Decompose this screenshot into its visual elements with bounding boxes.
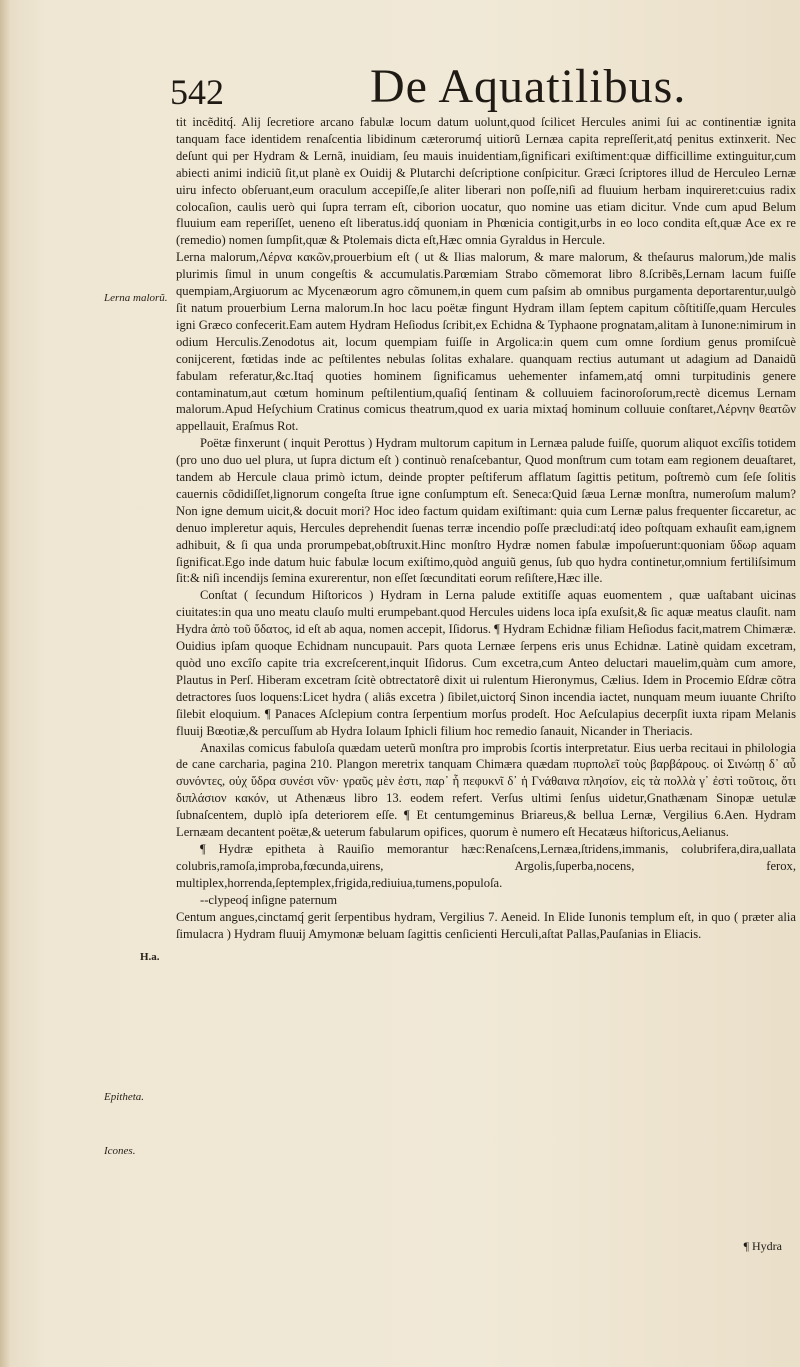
margin-note-lerna: Lerna malorũ. (104, 292, 168, 304)
binding-gutter (0, 0, 10, 1367)
paragraph-lerna-malorum: Lerna malorum,Λέρνα κακῶν,prouerbium eſt ( ut & Ilias malorum, & mare malorum, & theſaurus malorum,)de malis plurimis ſimul in unum congeſtis & accumulatis.Parœmiam Strabo cõmemorat libro 8.ſcribẽs,Lernam lacum fuiſſe quempiam,Argiuorum ac Mycenæorum agro cõmunem,in quem cum paſsim ab omnibus purgamenta deportarentur,uulgò ſit natum prouerbium Lerna malorum.In hoc lacu poëtæ fingunt Hydram illam ſeptem capitum cõſtitiſſe,quam Hercules igni Græco confecerit.Eam autem Hydram Heſiodus ſcribit,ex Echidna & Typhaone prognatam,alitam à Iunone:nimirum in odium Herculis.Zenodotus ait, locum quempiam fuiſſe in Argolica:in quem cum omne ſordium genus promiſcuè conijcerent, fœtidas inde ac peſtilentes nebulas ſolitas exhalare. quanquam rectius autumant ut adagium ad Danaidũ fabulam referatur,&c.Itaq́ quoties hominem ſignificamus uehementer infamem,atq́ omni turpitudinis genere contaminatum,aut cœtum hominum peſtilentium,quaſiq́ ſentinam & colluuiem facinoroſorum,rectè dicemus Lernam malorum.Apud Heſychium Cratinus comicus theatrum,quod ex uaria mixtaq́ hominum colluuie conſtaret,Λέρνην θεατῶν appellauit, Eraſmus Rot. (176, 250, 796, 434)
page-number: 542 (170, 72, 224, 112)
paragraph-anaxilas: Anaxilas comicus fabuloſa quædam ueterũ monſtra pro improbis ſcortis interpretatur. Eius uerba recitaui in philologia de cane carcharia, pagina 210. Plangon meretrix tanquam Chimæra quædam πυρπολεῖ τοὺς βαρβάρους. οἱ Σινώπῃ δ᾽ αὖ συνόντες, οὐχ ὕδρα συνέσι νῦν· γραῦς μὲν ἐστι, παρ᾽ ἧ πεφυκνῖ δ᾽ ἡ Γνάθαινα πλησίον, εἰς τὰ πολλὰ γ᾽ ἐστὶ τοῦτοις, ὅτι διπλάσιον κακόν, ut Athenæus libro 13. eodem refert. Verſus ultimi ſenſus uidetur,Gnathænam Sinopæ uetulæ ſubnaſcentem, duplò ipſa deteriorem eſſe. ¶ Et centumgeminus Briareus,& bellua Lernæ, Vergilius 6.Aen. Hydram Lernæam decantent poëtæ,& ueterum fabularum opifices, quorum è numero eſt Hecatæus hiſtoricus,Aelianus. (176, 740, 796, 840)
margin-note-epitheta: Epitheta. (104, 1091, 145, 1103)
margin-note-icones: Icones. (104, 1145, 136, 1157)
paragraph-historici: Conſtat ( ſecundum Hiſtoricos ) Hydram in Lerna palude extitiſſe aquas euomentem , quæ uaſtabant uicinas ciuitates:in qua uno meatu clauſo multi erumpebant.quod Hercules uidens loca ipſa exuſsit,& ſic aquæ meatus clauſit. nam Hydra ἀπὸ τοῦ ὕδατος, id eſt ab aqua, nomen accepit, Iſidorus. ¶ Hydram Echidnæ filiam Heſiodus facit,matrem Chimæræ. Ouidius ipſam quoque Echidnam nuncupauit. Pars quota Lernæe ſerpens eris unus Echidnæ. Latinè quidam excetram, quòd uno excîſo capite tria excreſcerent,inquit Iſidorus. Cum excetra,cum Anteo deluctari mauelim,quàm cum amore, Plautus in Perſ. Hiberam excetram ſcitè obtrectatorê dixit ui rulentum Hieronymus, Cælius. Idem in Procemio Eſdræ cõtra detractores ſuos loquens:Licet hydra ( aliâs excetra ) ſibilet,uictorq́ Sinon incendia iactet, nunquam meum iuuante Chriſto ſilebit eloquium. ¶ Panaces Aſclepium contra ſerpentium morſus prodeſt. Hoc Aeſculapius decerpſit iuxta ripam Melanis fluuij Bœotiæ,& percuſſum ab Hydra Iolaum Iphicli filium hoc remedio ſanauit, Nicander in Theriacis. (176, 588, 796, 738)
paragraph-epitheta: ¶ Hydræ epitheta à Rauiſio memorantur hæc:Renaſcens,Lernæa,ſtridens,immanis, colubrifera,dira,uallata colubris,ramoſa,improba,fœcunda,uirens, Argolis,ſuperba,nocens, ferox, multiplex,horrenda,ſeptemplex,frigida,rediuiua,tumens,populoſa. (176, 841, 796, 890)
running-title: De Aquatilibus. (370, 60, 687, 113)
paragraph-clypeo: --clypeoq́ inſigne paternum (200, 892, 338, 907)
body-text (176, 114, 796, 942)
paragraph-perottus: Poëtæ finxerunt ( inquit Perottus ) Hydram multorum capitum in Lernæa palude fuiſſe, quorum aliquot excîſis totidem (pro uno duo uel plura, ut ſupra dictum eſt ) continuò renaſcebantur, Quod monſtrum cum totam eam regionem deuaſtaret, tandem ab Hercule claua primò ictum, deinde propter peſtiferum afflatum ſagittis petitum, poſtremò cum ſeſe ſolitis cauernis cõdidiſſet,lignorum congeſta ſtrue igne conſumptum eſt. Seneca:Quid ſæua Lernæ monſtra, numeroſum malum? Non igne demum uicit,& docuit mori? Hoc ideo factum quidam exiſtimant: quia cum Lernæ palus frequenter ſiccaretur, ac denuo impleretur aquis, Hercules deprehendit ſuenas terræ incendio poſſe præcludi:atq́ ideo poſtquam exhauſit eam,ignem adhibuit, & ſi qua unda prorumpebat,obſtruxit.Hinc monſtro Hydræ nomen fabulæ impoſuerunt:quoniam ὕδωρ aquam ſignificat.Ego inde datum huic fabulæ locum exiſtimo,quòd anguiũ genus, ſub quo hydra continetur,omnium fertiliſsimum ſit:& niſi incendijs ſemina exurerentur, non eſſet ſœcunditati eorum reſiſtere,Hæc ille. (176, 436, 796, 586)
margin-note-ha: H.a. (140, 951, 160, 963)
paragraph-hercules-allegory: tit incẽditq́. Alij ſecretiore arcano fabulæ locum datum uolunt,quod ſcilicet Hercules animi ſui ac continentiæ ignita tanquam face identidem renaſcentia libidinum cæterorumq́ uitiorũ Lernæa capita repreſſerit,atq́ penitus extinxerit. Nec deſunt qui per Hydram & Lernã, inuidiam, ſeu mauis inuidentiam,ſignificari exiſtiment:quæ difficillime extinguitur,cum abiecti animi indiciũ ſit,ut planè ex Ouidij & Plutarchi deſcriptione conſpicitur. Græci ſcriptores illud de Herculeo Lernæ uiru infecto obſeruant,eum oraculum accepiſſe,ſe aliter liberari non poſſe,niſi ad fluuium herbam inquireret:cuius radix colocaſion, caulis uerò qui ſupra terram eſt, ciborion uocatur, quo nomine uas etiam dicitur. Vnde cum apud Belum fluuium eam reperiſſet, ueneno eſt liberatus.idq́ quoniam in Phœnicia contigit,urbs in eo loco condita eſt,quæ Ace ex re (remedio) nomen ſumpſit,quæ & Ptolemais dicta eſt,Hæc omnia Gyraldus in Hercule. (176, 115, 796, 248)
page-header (170, 62, 730, 112)
paragraph-centum-angues: Centum angues,cinctamq́ gerit ſerpentibus hydram, Vergilius 7. Aeneid. In Elide Iunonis templum eſt, in quo ( præter alia ſimulacra ) Hydram fluuij Amymonæ beluam ſagittis cenſicienti Herculi,aſtat Pallas,Pauſanias in Eliacis. (176, 909, 796, 941)
catchword: ¶ Hydra (743, 1239, 782, 1253)
